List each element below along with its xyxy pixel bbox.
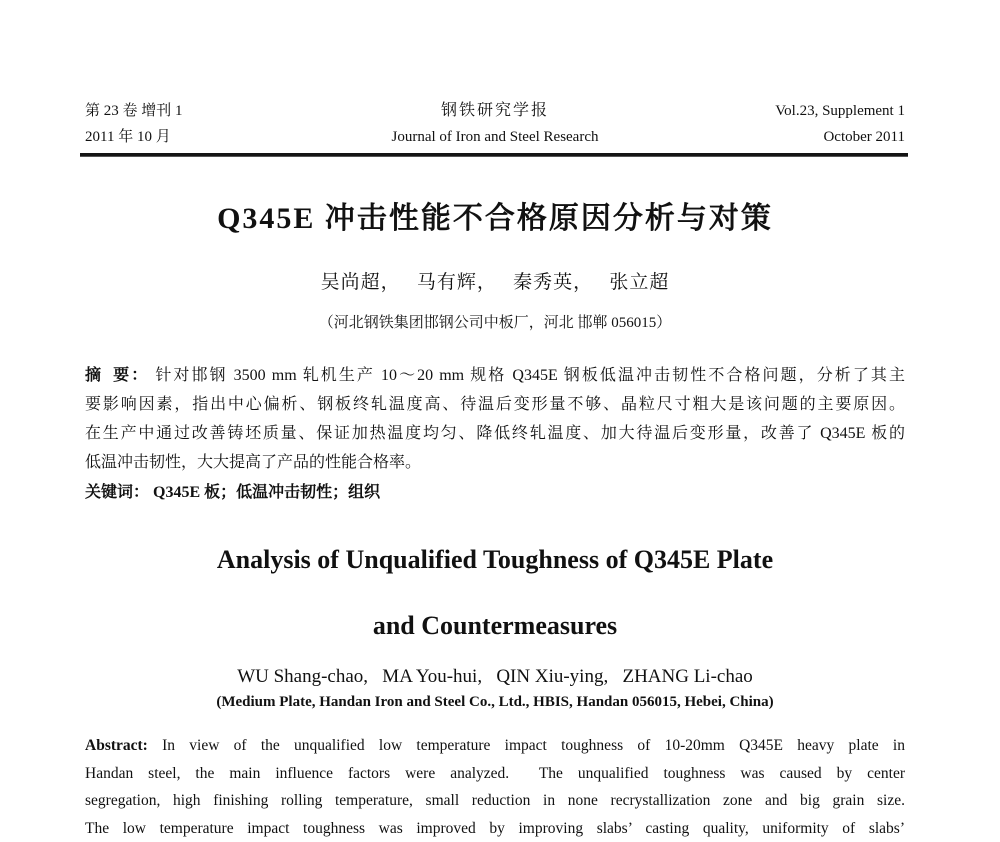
paper-title-cn: Q345E 冲击性能不合格原因分析与对策: [85, 193, 905, 237]
keywords-cn-text: Q345E 板；低温冲击韧性；组织: [153, 484, 380, 501]
abstract-cn-line: 低温冲击韧性，大大提高了产品的性能合格率。: [85, 448, 905, 477]
abstract-en-line: The low temperature impact toughness was improved by improving slabs’ casting quality, uniformity of slabs’: [85, 815, 905, 842]
authors-cn: 吴尚超， 马有辉， 秦秀英， 张立超: [85, 267, 905, 294]
paper-title-en-line1: Analysis of Unqualified Toughness of Q345E Plate: [85, 545, 905, 575]
keywords-cn: [85, 478, 905, 507]
header-rule: [80, 153, 908, 157]
abstract-en-line: Handan steel, the main influence factors were analyzed. The unqualified toughness was caused by center: [85, 760, 905, 788]
affiliation-cn: （河北钢铁集团邯钢公司中板厂，河北 邯郸 056015）: [85, 311, 905, 332]
header-volume-issue-en: [664, 98, 905, 150]
abstract-label-en: Abstract:: [85, 737, 162, 754]
paper-title-en-line2: and Countermeasures: [85, 611, 905, 641]
journal-name-cn: 钢铁研究学报: [326, 98, 664, 124]
affiliation-en: (Medium Plate, Handan Iron and Steel Co., Ltd., HBIS, Handan 056015, Hebei, China): [85, 694, 905, 711]
page-content: [85, 0, 905, 842]
abstract-cn-line: 在生产中通过改善铸坯质量、保证加热温度均匀、降低终轧温度、加大待温后变形量，改善了 Q345E 板的: [85, 419, 905, 448]
authors-en: WU Shang-chao, MA You-hui, QIN Xiu-ying, ZHANG Li-chao: [85, 666, 905, 688]
abstract-cn-line: [85, 361, 905, 390]
abstract-en: [85, 732, 905, 842]
abstract-label-cn: 摘 要：: [85, 367, 155, 384]
journal-name: [326, 98, 664, 150]
abstract-en-line: segregation, high finishing rolling temperature, small reduction in none recrystallization zone and big grain size.: [85, 787, 905, 815]
keywords-label-cn: 关键词：: [85, 484, 153, 501]
header-volume-en: Vol.23, Supplement 1: [664, 98, 905, 124]
journal-name-en: Journal of Iron and Steel Research: [326, 124, 664, 150]
header-volume-cn: 第 23 卷 增刊 1: [85, 98, 326, 124]
abstract-cn-line: 要影响因素，指出中心偏析、钢板终轧温度高、待温后变形量不够、晶粒尺寸粗大是该问题的主要原因。: [85, 390, 905, 419]
header-date-cn: 2011 年 10 月: [85, 124, 326, 150]
header-volume-issue-cn: [85, 98, 326, 150]
header-date-en: October 2011: [664, 124, 905, 150]
abstract-en-text: In view of the unqualified low temperature impact toughness of 10-20mm Q345E heavy plate in: [162, 737, 905, 754]
abstract-cn: [85, 361, 905, 507]
abstract-cn-text: 针对邯钢 3500 mm 轧机生产 10～20 mm 规格 Q345E 钢板低温冲击韧性不合格问题，分析了其主: [155, 367, 905, 384]
abstract-en-line: [85, 732, 905, 760]
journal-header: [85, 98, 905, 150]
